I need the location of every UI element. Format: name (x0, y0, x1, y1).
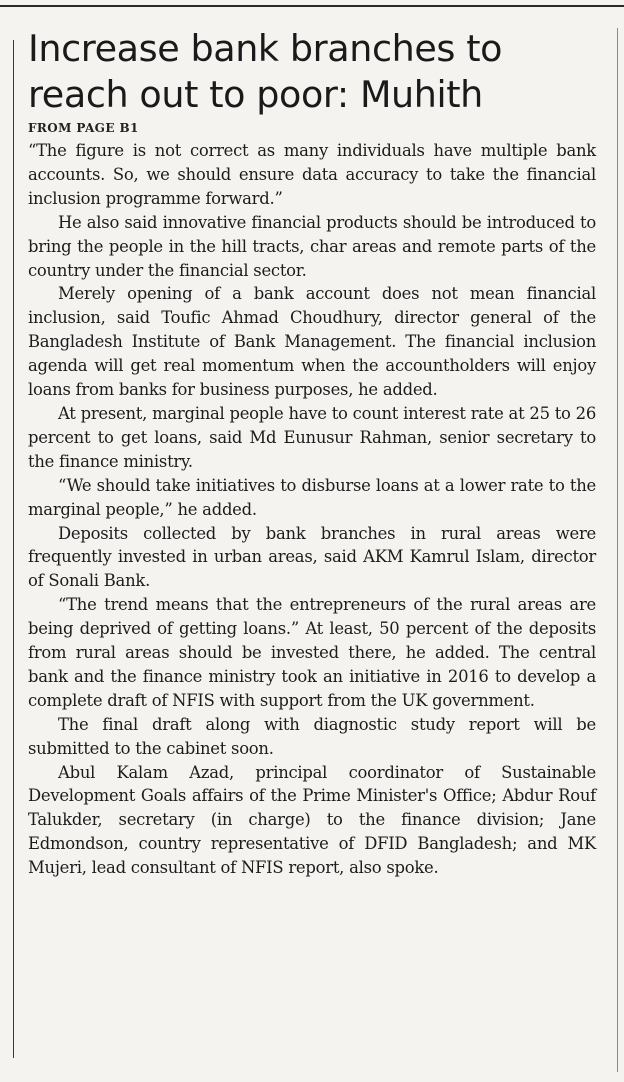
article-column (28, 26, 596, 880)
paragraph: The final draft along with diagnostic study report will be submitted to the cabinet soon. (28, 714, 596, 758)
paragraph: “We should take initiatives to disburse loans at a lower rate to the marginal people,” he added. (28, 475, 596, 519)
paragraph: Deposits collected by bank branches in rural areas were frequently invested in urban areas, said AKM Kamrul Islam, director of Sonali Bank. (28, 523, 596, 591)
continuation-label: FROM PAGE B1 (28, 121, 139, 135)
headline (28, 26, 596, 118)
headline-line-1: Increase bank branches to (28, 27, 503, 70)
paragraph: Abul Kalam Azad, principal coordinator of Sustainable Development Goals affairs of the Prime Minister's Office; Abdur Rouf Talukder, secretary (in charge) to the finance division; Jane Edmondson, country representative of DFID Bangladesh; and MK Mujeri, lead consultant of NFIS report, also spoke. (28, 762, 596, 878)
column-rule-right (617, 28, 618, 1072)
paragraph: Merely opening of a bank account does not mean financial inclusion, said Toufic Ahmad Choudhury, director general of the Bangladesh Institute of Bank Management. The financial inclusion agenda will get real momentum when the accountholders will enjoy loans from banks for business purposes, he added. (28, 284, 596, 400)
paragraph: At present, marginal people have to count interest rate at 25 to 26 percent to get loans, said Md Eunusur Rahman, senior secretary to the finance ministry. (28, 403, 596, 471)
paragraph: He also said innovative financial products should be introduced to bring the people in the hill tracts, char areas and remote parts of the country under the financial sector. (28, 212, 596, 280)
column-rule-left (13, 40, 14, 1058)
top-rule (0, 5, 624, 7)
paragraph: “The figure is not correct as many individuals have multiple bank accounts. So, we should ensure data accuracy to take the financial inclusion programme forward.” (28, 141, 596, 208)
article-body (28, 139, 596, 880)
headline-line-2: reach out to poor: Muhith (28, 73, 483, 116)
paragraph: “The trend means that the entrepreneurs of the rural areas are being deprived of getting loans.” At least, 50 percent of the deposits from rural areas should be invested there, he added. The central bank and the finance ministry took an initiative in 2016 to develop a complete draft of NFIS with support from the UK government. (28, 595, 596, 710)
